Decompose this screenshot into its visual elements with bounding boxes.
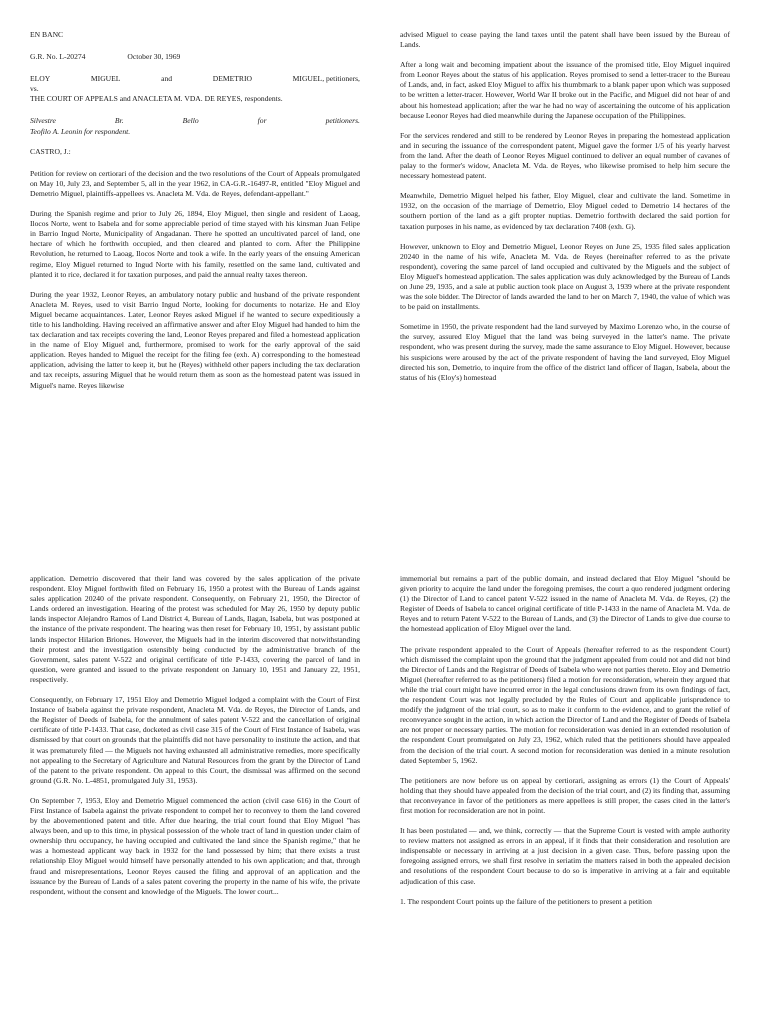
- paragraph: It has been postulated — and, we think, correctly — that the Supreme Court is vested with ample authority to review matters not assigned as errors in an appeal, if it finds that their consideration and resolution are indispensable or necessary in arriving at a just decision in a given case. Thus, before passing upon the foregoing assigned errors, we shall first resolve in seriatim the matters raised in both the appealed decision and resolutions of the respondent Court because to do so is imperative in arriving at a fair and equitable adjudication of this case.: [400, 826, 730, 886]
- paragraph: Petition for review on certiorari of the decision and the two resolutions of the Court of Appeals promulgated on May 10, July 23, and September 5, all in the year 1962, in CA-G.R.-16497-R, entitled "Eloy Miguel and Demetrio Miguel, plaintiffs-appellees vs. Anacleta M. Vda. de Reyes, defendant-appellant.": [30, 168, 360, 198]
- paragraph: application. Demetrio discovered that their land was covered by the sales application of the private respondent. Eloy Miguel forthwith filed on February 16, 1950 a protest with the Bureau of Lands against sales application 20240 of the private respondent. Consequently, on February 21, 1950, the Director of Lands ordered an investigation. Hearing of the protest was scheduled for May 26, 1950 by deputy public lands inspector Alejandro Ramos of Land District 4, Bureau of Lands, Ilagan, Isabela, but was postponed at the instance of the private respondent. The hearing was then reset for February 10, 1951, by assistant public lands inspector Hilarion Briones. However, the Miguels had in the interim discovered that notwithstanding their protest and the investigation ostensibly being conducted by the administrative branch of the Government, sales patent V-522 and original certificate of title P-1433, covering the parcel of land in question, were granted and issued to the private respondent on January 10, 1951 and January 22, 1951, respectively.: [30, 574, 360, 684]
- paragraph: Meanwhile, Demetrio Miguel helped his father, Eloy Miguel, clear and cultivate the land. Sometime in 1932, on the occasion of the marriage of Demetrio, Eloy Miguel ceded to Demetrio 14 hectares of the southern portion of the land as a gift propter nuptias. Demetrio forthwith declared the said portion for taxation purposes in his name, as evidenced by tax declaration 7408 (exh. G).: [400, 191, 730, 231]
- paragraph: However, unknown to Eloy and Demetrio Miguel, Leonor Reyes on June 25, 1935 filed sales application 20240 in the name of his wife, Anacleta M. Vda. de Reyes (hereinafter referred to as the private respondent), covering the same parcel of land occupied and cultivated by the Miguels and the subject of Eloy Miguel's homestead application. The sales application was duly acknowledged by the Bureau of Lands on June 29, 1935, and a sale at public auction took place on August 3, 1939 where at the private respondent was the sole bidder. The Director of lands awarded the land to her on March 7, 1940, the value of which was to be paid on installments.: [400, 241, 730, 312]
- bottom-right-column: [400, 574, 730, 917]
- bottom-left-column: [30, 574, 360, 907]
- parties-line-2: THE COURT OF APPEALS and ANACLETA M. VDA. DE REYES, respondents.: [30, 94, 283, 104]
- paragraph: The petitioners are now before us on appeal by certiorari, assigning as errors (1) the Court of Appeals' holding that they should have appealed from the decision of the trial court, and (2) its finding that, assuming that reconveyance in favor of the petitioners as mere appellees is still proper, the cases cited in the latter's first motion for reconsideration are not in point.: [400, 775, 730, 815]
- paragraph: immemorial but remains a part of the public domain, and instead declared that Eloy Miguel "should be given priority to acquire the land under the foregoing premises, the court a quo rendered judgment ordering (1) the Director of Land to cancel patent V-522 issued in the name of Anacleta M. Vda. de Reyes, (2) the Register of Deeds of Isabela to cancel original certificate of title P-1433 in the name of Anacleta M. Vda. de Reyes and to return Patent V-522 to the Bureau of Lands, and (3) the Director of Lands to give due course to the homestead application of Eloy Miguel over the land.: [400, 574, 730, 634]
- counsel-line-1: [30, 116, 360, 126]
- paragraph: advised Miguel to cease paying the land taxes until the patent shall have been issued by the Bureau of Lands.: [400, 30, 730, 50]
- paragraph: After a long wait and becoming impatient about the issuance of the promised title, Eloy Miguel inquired from Leonor Reyes about the status of his application. Reyes promised to send a letter-tracer to the Bureau of Lands, and, in fact, asked Eloy Miguel to affix his thumbmark to a blank paper upon which was supposed to be written a letter-tracer. However, World War II broke out in the Pacific, and Miguel did not hear of and about his homestead application; after the war he had no way of ascertaining the outcome of his application because Leonor Reyes had died meanwhile during the Japanese occupation of the Philippines.: [400, 60, 730, 120]
- counsel-word: Silvestre: [30, 116, 56, 126]
- paragraph: The private respondent appealed to the Court of Appeals (hereafter referred to as the respondent Court) which dismissed the complaint upon the ground that the judgment appealed from could not and did not bind the Director of Lands and the Registrar of Deeds of Isabela who were not parties thereto. Eloy and Demetrio Miguel (hereafter referred to as the petitioners) filed a motion for reconsideration, wherein they argued that while the trial court might have incurred error in the legal conclusions drawn from its own findings of fact, the respondent Court was not legally precluded by the Rules of Court and applicable jurisprudence to modify the judgment of the trial court, so as to make it conform to the evidence, and to grant the relief of reconveyance sought in the action, in which action the Director of Land and the Register of Deeds of Isabela are not proper or necessary parties. The motion for reconsideration was denied in an extended resolution of the respondent Court promulgated on July 23, 1962, which ruled that the petitioners should have appealed from the decision of the trial court. A second motion for reconsideration was denied in a minute resolution dated September 5, 1962.: [400, 644, 730, 765]
- paragraph: On September 7, 1953, Eloy and Demetrio Miguel commenced the action (civil case 616) in the Court of First Instance of Isabela against the private respondent to compel her to reconvey to them the land covered by the abovementioned patent and title. After due hearing, the trial court found that Eloy Miguel "has always been, and up to this time, in physical possession of the whole tract of land in question under claim of ownership thru occupancy, he having occupied and cultivated the land since the Spanish regime," that he was a homestead applicant way back in 1932 for the land possessed by him; that there exists a trust relationship Eloy Miguel would himself have personally attended to his own application; and that, through fraud and misrepresentations, Leonor Reyes caused the filing and approval of an application and the issuance by the Bureau of Lands of a sales patent covering the property in the name of his wife, the private respondent, without the consent and knowledge of the Miguels. The lower court...: [30, 795, 360, 896]
- page-gap: [0, 530, 768, 560]
- paragraph: 1. The respondent Court points up the failure of the petitioners to present a petition: [400, 896, 652, 906]
- paragraph: During the Spanish regime and prior to July 26, 1894, Eloy Miguel, then single and resident of Laoag, Ilocos Norte, went to Isabela and for some appreciable period of time stayed with his kinsman Juan Felipe in Barrio Ingud Norte, Municipality of Angadanan. There he spotted an uncultivated parcel of land, one hectare of which he forthwith occupied, and then cleared and planted to corn. After the Philippine Revolution, he returned to Laoag, Ilocos Norte and took a wife. In the early years of the ensuing American regime, Eloy Miguel returned to Ingud Norte with his family, resettled on the same land, cultivated and planted it to rice, declared it for taxation purposes, and paid the annual realty taxes thereon.: [30, 209, 360, 279]
- party-word: ELOY: [30, 74, 51, 84]
- parties-vs: vs.: [30, 84, 39, 94]
- counsel-line-2: Teofilo A. Leonin for respondent.: [30, 126, 131, 136]
- gr-date: October 30, 1969: [127, 52, 181, 62]
- gr-number: G.R. No. L-20274: [30, 52, 86, 62]
- counsel-block: [30, 116, 360, 136]
- paragraph: During the year 1932, Leonor Reyes, an ambulatory notary public and husband of the private respondent Anacleta M. Reyes, used to visit Barrio Ingud Norte, looking for documents to notarize. He and Eloy Miguel became acquaintances. Later, Leonor Reyes asked Miguel if he wanted to secure expeditiously a title to his landholding. Having received an affirmative answer and after Eloy Miguel had handed to him the tax declaration and tax receipts covering the land, Leonor Reyes prepared and filed a homestead application in the name of Eloy Miguel and, furthermore, promised to work for the early approval of the said application. Reyes handed to Miguel the receipt for the filing fee (exh. A) corresponding to the homestead application, advising the latter to keep it, but he (Reyes) withheld other papers including the tax declaration and tax receipts, assuring Miguel that he would return them as soon as the homestead patent was issued in Miguel's name. Reyes likewise: [30, 289, 360, 390]
- party-word: DEMETRIO: [212, 74, 252, 84]
- top-right-column: [400, 30, 730, 393]
- case-parties: [30, 74, 360, 104]
- counsel-word: Br.: [114, 116, 124, 126]
- paragraph: Consequently, on February 17, 1951 Eloy and Demetrio Miguel lodged a complaint with the Court of First Instance of Isabela against the private respondent, Anacleta M. Vda. de Reyes, the Director of Lands, and the Register of Deeds of Isabela, for the annulment of sales patent V-522 and the cancellation of original certificate of title P-1433. That case, docketed as civil case 315 of the Court of First Instance of Isabela, was dismissed by that court on grounds that the plaintiffs did not have personality to institute the action, and that it was prematurely filed — the Miguels not having exhausted all administrative remedies, more specifically not appealing to the Secretary of Agriculture and Natural Resources from the grant by the Director of Land of the patent to the private respondent. On appeal to this Court, the dismissal was affirmed on the second ground (G.R. No. L-4851, promulgated July 31, 1953).: [30, 695, 360, 785]
- paragraph: Sometime in 1950, the private respondent had the land surveyed by Maximo Lorenzo who, in the course of the survey, assured Eloy Miguel that the land was being surveyed in the latter's name. The private respondent, who was present during the survey, made the same assurance to Eloy Miguel. However, because his suspicions were aroused by the act of the private respondent of having the land surveyed, Eloy Miguel directed his son, Demetrio, to inquire from the office of the district land officer of Ilagan, Isabela, about the status of his (Eloy's) homestead: [400, 322, 730, 382]
- party-word: and: [161, 74, 173, 84]
- party-word: MIGUEL, petitioners,: [292, 74, 360, 84]
- counsel-word: petitioners.: [325, 116, 360, 126]
- counsel-word: for: [257, 116, 267, 126]
- division-label: EN BANC: [30, 30, 64, 39]
- page-bottom-half: [0, 560, 768, 1024]
- ponente: CASTRO, J.:: [30, 146, 71, 156]
- parties-line-1: [30, 74, 360, 84]
- case-number-line: [30, 52, 360, 62]
- party-word: MIGUEL: [90, 74, 121, 84]
- top-left-column: [30, 30, 360, 401]
- counsel-word: Bello: [182, 116, 199, 126]
- paragraph: For the services rendered and still to be rendered by Leonor Reyes in preparing the homestead application and in securing the issuance of the correspondent patent, Miguel gave the former 1/5 of his yearly harvest from the land. After the death of Leonor Reyes Miguel continued to deliver an equal number of cavanes of palay to the former's widow, Anacleta M. Vda. de Reyes, who likewise promised to help him secure the necessary homestead patent.: [400, 130, 730, 181]
